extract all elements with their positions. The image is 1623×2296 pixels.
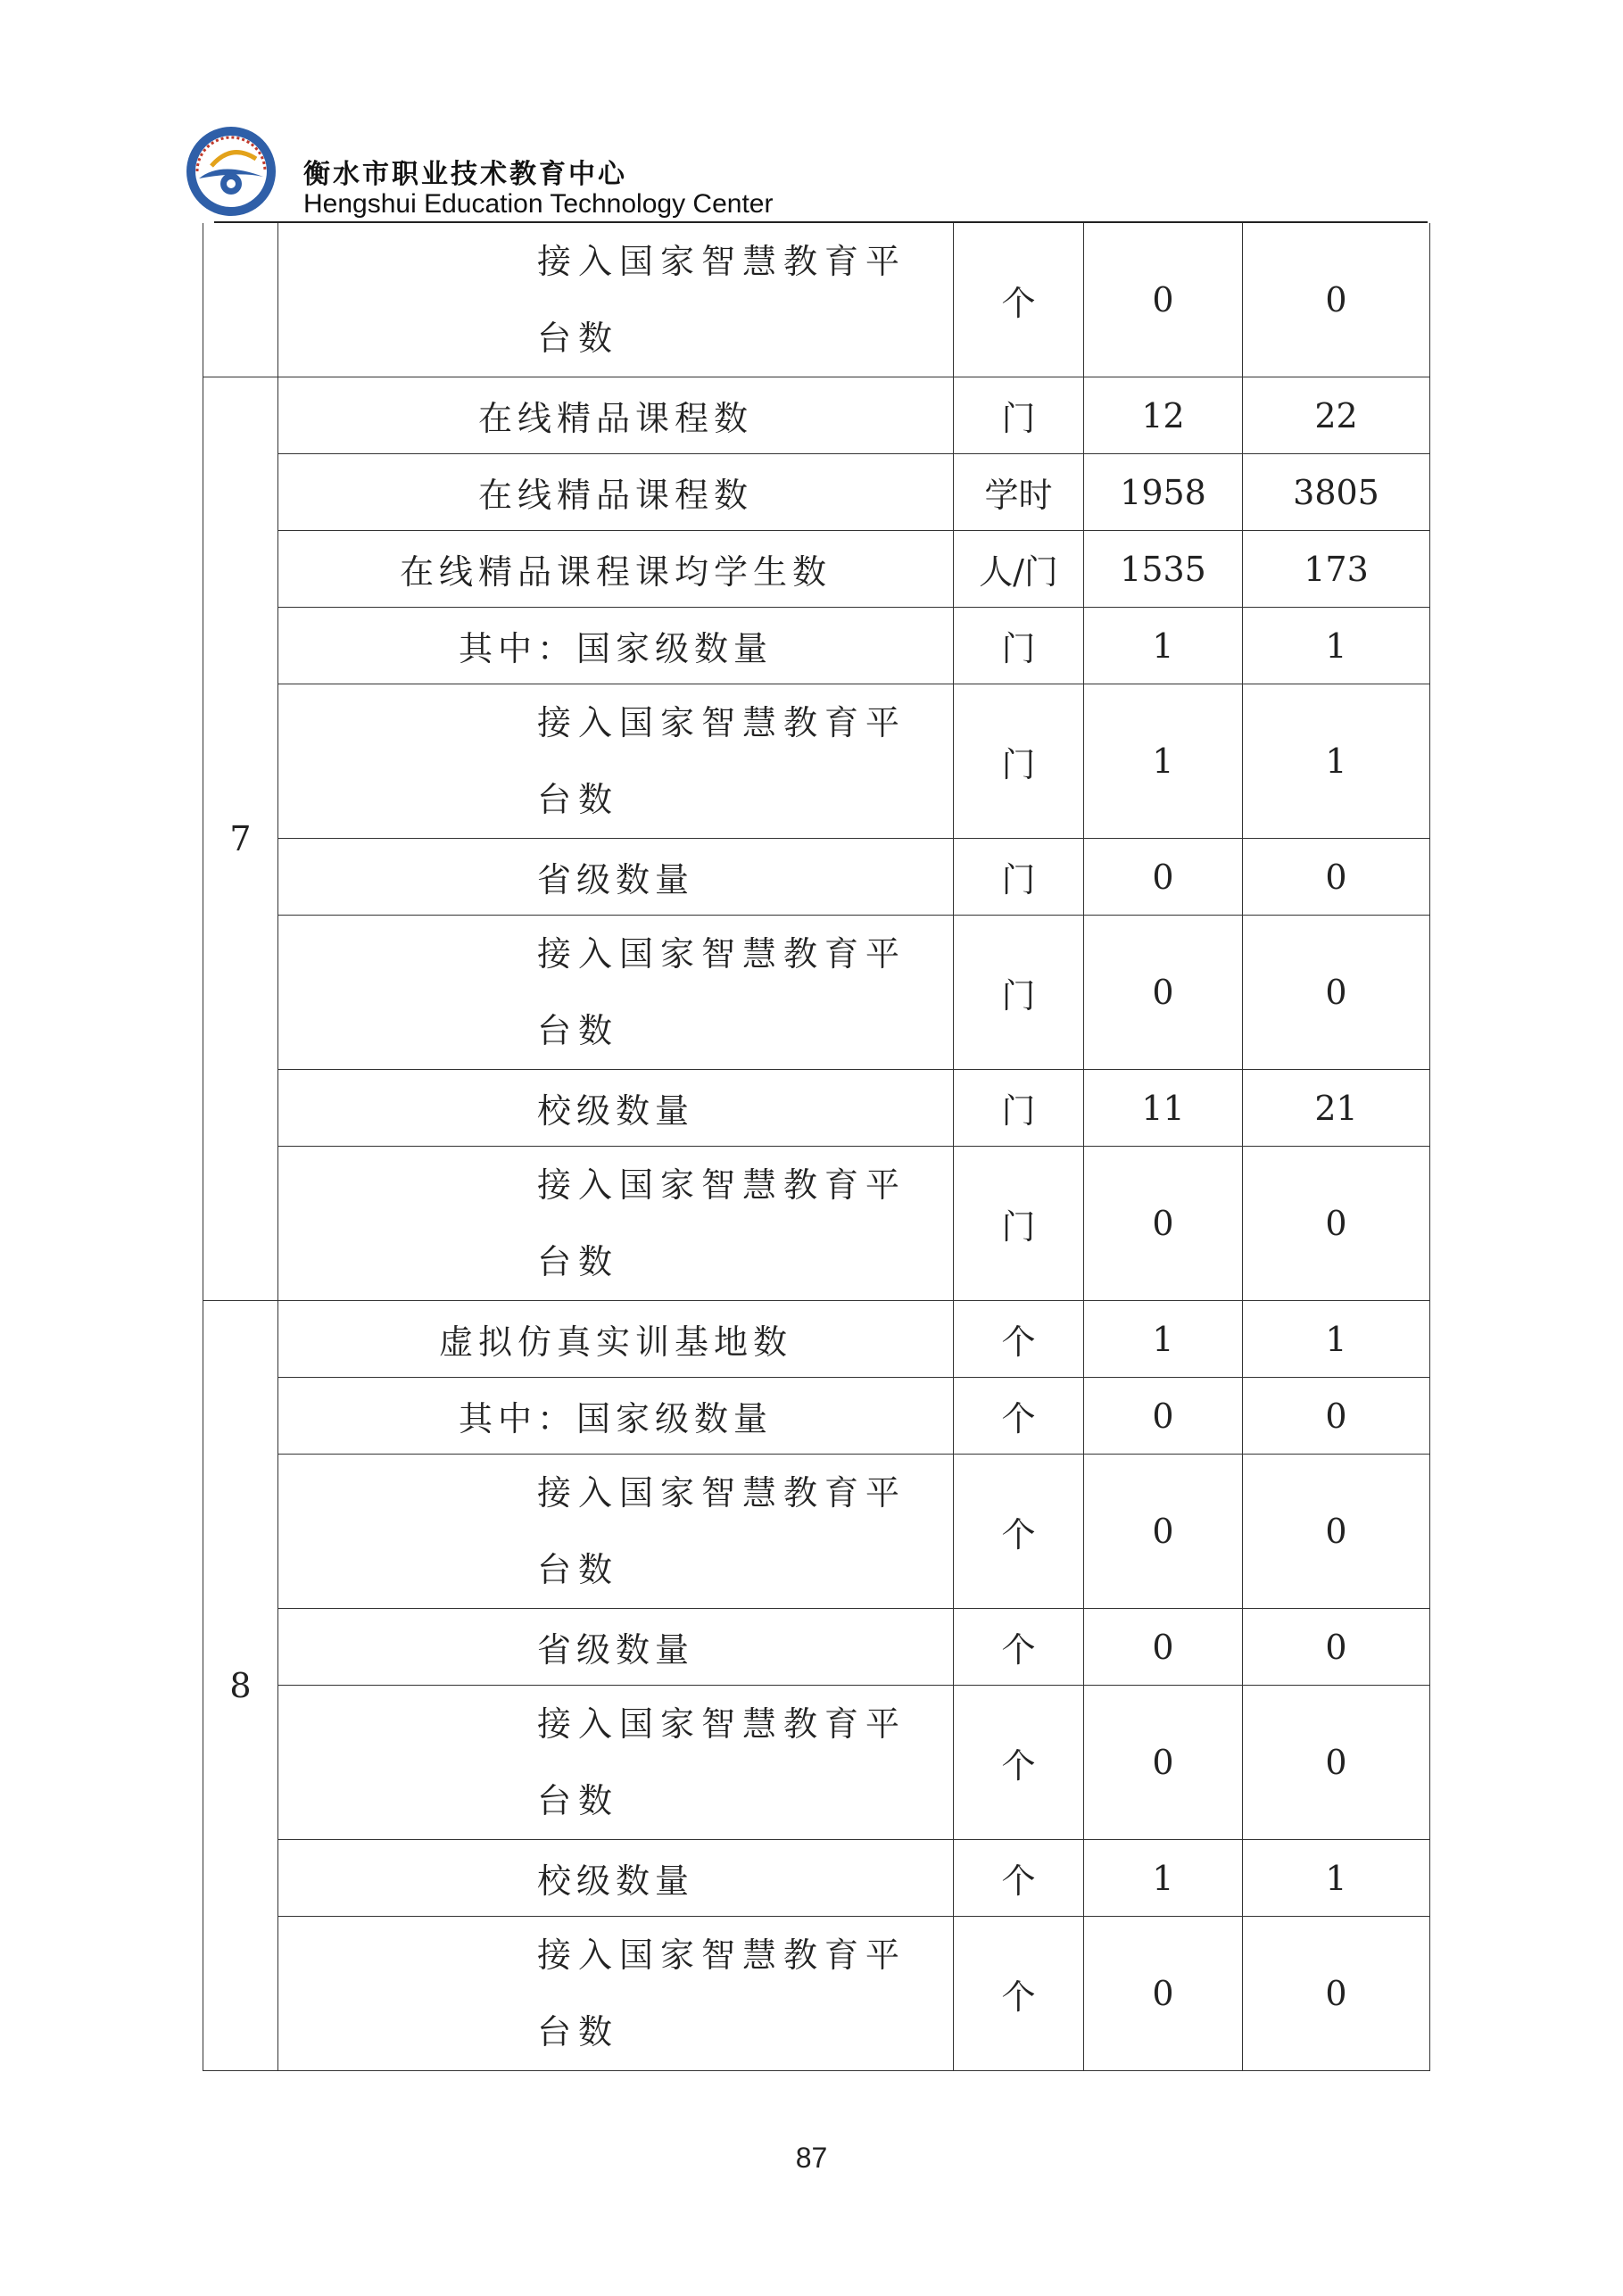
item-cell: 虚拟仿真实训基地数 bbox=[278, 1301, 954, 1378]
value-cell: 0 bbox=[1243, 1917, 1430, 2071]
value-cell: 1 bbox=[1243, 1301, 1430, 1378]
value-cell: 1 bbox=[1084, 608, 1243, 684]
page-number: 87 bbox=[795, 2142, 828, 2174]
value-cell: 0 bbox=[1084, 916, 1243, 1070]
value-cell: 0 bbox=[1243, 1455, 1430, 1609]
table-row bbox=[203, 1455, 1430, 1609]
school-emblem-icon bbox=[185, 125, 277, 218]
value-cell: 0 bbox=[1243, 1609, 1430, 1686]
item-cell: 在线精品课程课均学生数 bbox=[278, 531, 954, 608]
table-row bbox=[203, 1070, 1430, 1147]
value-cell: 22 bbox=[1243, 377, 1430, 454]
value-cell: 12 bbox=[1084, 377, 1243, 454]
value-cell: 0 bbox=[1084, 1917, 1243, 2071]
item-cell: 在线精品课程数 bbox=[278, 377, 954, 454]
unit-cell: 门 bbox=[954, 684, 1084, 839]
item-cell: 接入国家智慧教育平台数 bbox=[278, 684, 954, 839]
value-cell: 1 bbox=[1084, 684, 1243, 839]
table-row bbox=[203, 916, 1430, 1070]
unit-cell: 门 bbox=[954, 1147, 1084, 1301]
item-cell: 接入国家智慧教育平台数 bbox=[278, 223, 954, 377]
value-cell: 0 bbox=[1084, 1378, 1243, 1455]
value-cell: 0 bbox=[1243, 1378, 1430, 1455]
value-cell: 0 bbox=[1084, 1686, 1243, 1840]
item-cell: 省级数量 bbox=[278, 1609, 954, 1686]
value-cell: 1535 bbox=[1084, 531, 1243, 608]
value-cell: 0 bbox=[1084, 1455, 1243, 1609]
value-cell: 0 bbox=[1243, 839, 1430, 916]
value-cell: 0 bbox=[1084, 1147, 1243, 1301]
table-row bbox=[203, 531, 1430, 608]
value-cell: 11 bbox=[1084, 1070, 1243, 1147]
value-cell: 1 bbox=[1243, 608, 1430, 684]
table-row bbox=[203, 839, 1430, 916]
table-row bbox=[203, 377, 1430, 454]
unit-cell: 个 bbox=[954, 1455, 1084, 1609]
table-row bbox=[203, 684, 1430, 839]
unit-cell: 门 bbox=[954, 916, 1084, 1070]
value-cell: 0 bbox=[1084, 223, 1243, 377]
unit-cell: 个 bbox=[954, 1840, 1084, 1917]
item-cell: 接入国家智慧教育平台数 bbox=[278, 1455, 954, 1609]
item-cell: 接入国家智慧教育平台数 bbox=[278, 1147, 954, 1301]
unit-cell: 个 bbox=[954, 223, 1084, 377]
page-header bbox=[185, 125, 1425, 223]
table-row bbox=[203, 223, 1430, 377]
row-index-cell: 8 bbox=[203, 1301, 278, 2071]
item-cell: 接入国家智慧教育平台数 bbox=[278, 1686, 954, 1840]
table-row bbox=[203, 608, 1430, 684]
table-row bbox=[203, 1609, 1430, 1686]
table-row bbox=[203, 454, 1430, 531]
unit-cell: 个 bbox=[954, 1686, 1084, 1840]
value-cell: 0 bbox=[1243, 916, 1430, 1070]
unit-cell: 学时 bbox=[954, 454, 1084, 531]
value-cell: 1958 bbox=[1084, 454, 1243, 531]
row-index-cell bbox=[203, 223, 278, 377]
unit-cell: 门 bbox=[954, 608, 1084, 684]
value-cell: 1 bbox=[1243, 684, 1430, 839]
data-table bbox=[203, 223, 1430, 2071]
value-cell: 0 bbox=[1243, 1686, 1430, 1840]
org-name-en: Hengshui Education Technology Center bbox=[303, 189, 774, 219]
value-cell: 0 bbox=[1084, 839, 1243, 916]
item-cell: 接入国家智慧教育平台数 bbox=[278, 1917, 954, 2071]
table-row bbox=[203, 1301, 1430, 1378]
value-cell: 0 bbox=[1084, 1609, 1243, 1686]
value-cell: 3805 bbox=[1243, 454, 1430, 531]
row-index-cell: 7 bbox=[203, 377, 278, 1301]
value-cell: 0 bbox=[1243, 1147, 1430, 1301]
value-cell: 1 bbox=[1084, 1840, 1243, 1917]
table-row bbox=[203, 1147, 1430, 1301]
unit-cell: 门 bbox=[954, 839, 1084, 916]
value-cell: 0 bbox=[1243, 223, 1430, 377]
item-cell: 校级数量 bbox=[278, 1840, 954, 1917]
item-cell: 省级数量 bbox=[278, 839, 954, 916]
table-row bbox=[203, 1917, 1430, 2071]
item-cell: 其中：国家级数量 bbox=[278, 1378, 954, 1455]
value-cell: 1 bbox=[1084, 1301, 1243, 1378]
unit-cell: 个 bbox=[954, 1609, 1084, 1686]
unit-cell: 人/门 bbox=[954, 531, 1084, 608]
item-cell: 在线精品课程数 bbox=[278, 454, 954, 531]
value-cell: 21 bbox=[1243, 1070, 1430, 1147]
unit-cell: 个 bbox=[954, 1917, 1084, 2071]
table-row bbox=[203, 1840, 1430, 1917]
data-table-container bbox=[203, 223, 1429, 2071]
value-cell: 1 bbox=[1243, 1840, 1430, 1917]
item-cell: 其中：国家级数量 bbox=[278, 608, 954, 684]
unit-cell: 门 bbox=[954, 1070, 1084, 1147]
table-row bbox=[203, 1378, 1430, 1455]
unit-cell: 门 bbox=[954, 377, 1084, 454]
value-cell: 173 bbox=[1243, 531, 1430, 608]
item-cell: 校级数量 bbox=[278, 1070, 954, 1147]
unit-cell: 个 bbox=[954, 1301, 1084, 1378]
table-row bbox=[203, 1686, 1430, 1840]
item-cell: 接入国家智慧教育平台数 bbox=[278, 916, 954, 1070]
unit-cell: 个 bbox=[954, 1378, 1084, 1455]
org-name-cn: 衡水市职业技术教育中心 bbox=[303, 159, 627, 190]
